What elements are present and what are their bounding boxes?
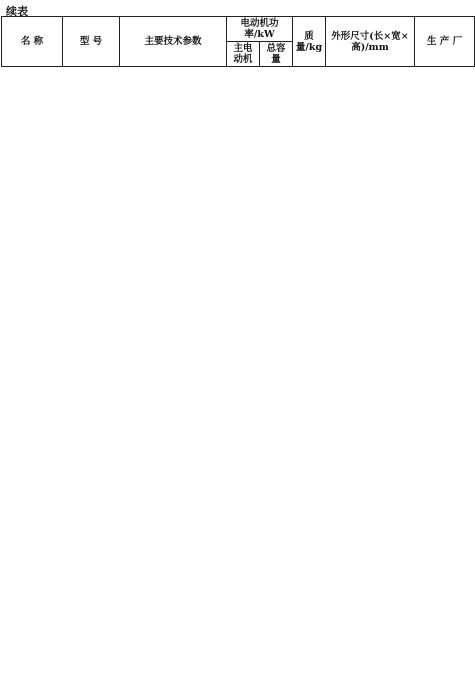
header-model: 型 号 bbox=[63, 17, 120, 67]
header-power-group: 电动机功率/kW bbox=[227, 17, 293, 42]
header-mass: 质量/kg bbox=[293, 17, 326, 67]
header-name: 名 称 bbox=[2, 17, 63, 67]
header-power-total: 总容量 bbox=[260, 42, 293, 67]
continued-caption: 续表 bbox=[6, 5, 28, 18]
spec-table bbox=[1, 16, 475, 67]
header-params: 主要技术参数 bbox=[120, 17, 227, 67]
header-dims: 外形尺寸(长×宽×高)/mm bbox=[326, 17, 415, 67]
header-manufacturer: 生 产 厂 bbox=[415, 17, 475, 67]
header-power-main: 主电动机 bbox=[227, 42, 260, 67]
